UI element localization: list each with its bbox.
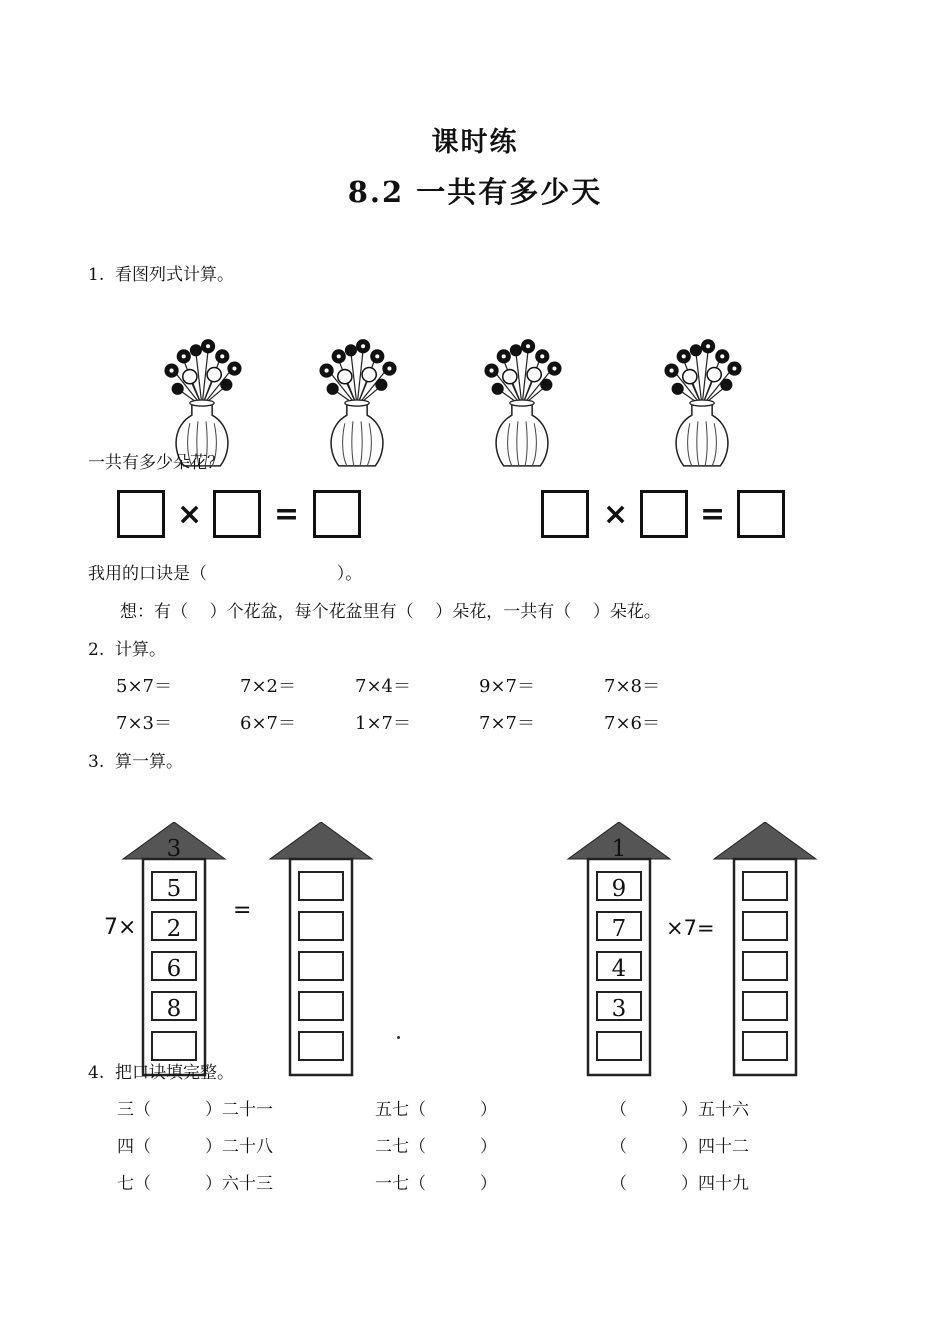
answer-box[interactable] <box>117 490 165 538</box>
answer-tower <box>712 784 818 1097</box>
multiplier-prefix: 7× <box>104 915 137 940</box>
tower-number: 5 <box>166 876 182 902</box>
tower-number: 2 <box>166 916 182 942</box>
calc-item: 6×7＝ <box>240 713 296 734</box>
answer-tower <box>268 784 374 1097</box>
calc-item: 5×7＝ <box>116 676 172 697</box>
tower-number: 4 <box>611 956 627 982</box>
times-sign: × <box>177 497 203 532</box>
tower-number: 8 <box>166 996 182 1022</box>
q1-heading: 1. 看图列式计算。 <box>88 265 235 285</box>
calc-item: 9×7＝ <box>479 676 535 697</box>
equals-sign: = <box>233 898 252 923</box>
rhyme-blank: （ ）四十二 <box>610 1137 750 1157</box>
calc-item: 7×8＝ <box>604 676 660 697</box>
q2-heading: 2. 计算。 <box>88 640 167 660</box>
rhyme-blank: 三（ ）二十一 <box>117 1100 274 1120</box>
equals-sign: = <box>274 497 300 532</box>
calc-item: 1×7＝ <box>355 713 411 734</box>
calc-item: 7×7＝ <box>479 713 535 734</box>
think-line: 想：有（ ）个花盆，每个花盆里有（ ）朵花，一共有（ ）朵花。 <box>120 602 661 622</box>
tower-number: 7 <box>611 916 627 942</box>
page-title: 课时练 <box>431 127 519 158</box>
multiplier-suffix: ×7= <box>666 916 715 940</box>
calc-item: 7×4＝ <box>355 676 411 697</box>
tower-number: 6 <box>166 956 182 982</box>
times-sign: × <box>603 497 629 532</box>
rhyme-blank: 四（ ）二十八 <box>117 1137 274 1157</box>
q1-question: 一共有多少朵花？ <box>88 453 224 473</box>
q3-heading: 3. 算一算。 <box>88 752 184 772</box>
rhyme-blank: 七（ ）六十三 <box>117 1174 274 1194</box>
rhyme-blank: （ ）四十九 <box>610 1174 750 1194</box>
lesson-title: 8.2 一共有多少天 <box>347 175 603 209</box>
equals-sign: = <box>700 497 726 532</box>
flower-vase-icon <box>315 292 399 491</box>
answer-box[interactable] <box>213 490 261 538</box>
rhyme-blank: （ ）五十六 <box>610 1100 750 1120</box>
rhyme-line: 我用的口诀是（ ）。 <box>88 564 363 584</box>
calc-item: 7×6＝ <box>604 713 660 734</box>
calc-item: 7×2＝ <box>240 676 296 697</box>
tower-number: 3 <box>166 836 182 862</box>
q4-heading: 4. 把口诀填完整。 <box>88 1063 235 1083</box>
rhyme-blank: 二七（ ） <box>375 1137 498 1157</box>
answer-box[interactable] <box>313 490 361 538</box>
rhyme-blank: 五七（ ） <box>375 1100 498 1120</box>
flower-vase-icon <box>480 292 564 491</box>
answer-box[interactable] <box>737 490 785 538</box>
rhyme-blank: 一七（ ） <box>375 1174 498 1194</box>
tower-number: 3 <box>611 996 627 1022</box>
calc-item: 7×3＝ <box>116 713 172 734</box>
stray-dot <box>397 1036 400 1039</box>
flower-vase-icon <box>660 292 744 491</box>
answer-box[interactable] <box>640 490 688 538</box>
tower-number: 1 <box>611 836 627 862</box>
answer-box[interactable] <box>541 490 589 538</box>
tower-number: 9 <box>611 876 627 902</box>
